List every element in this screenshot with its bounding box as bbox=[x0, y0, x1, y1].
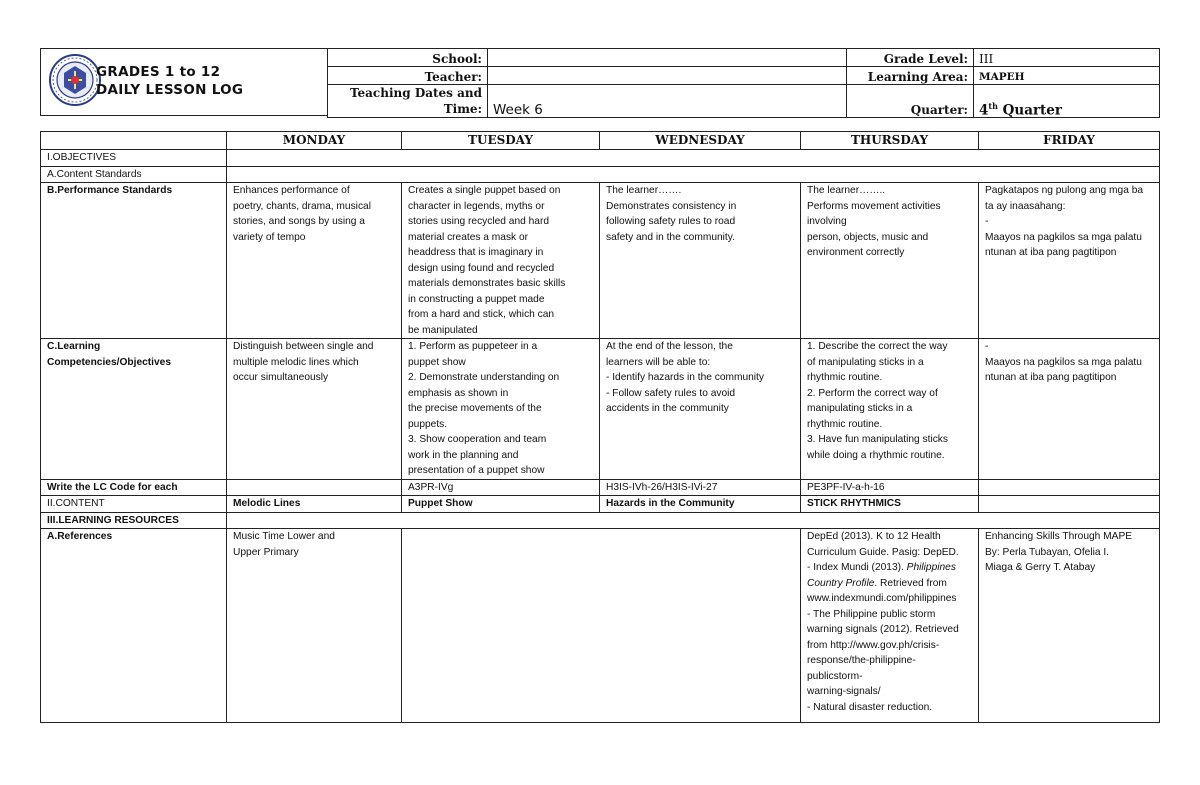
day-friday: FRIDAY bbox=[979, 132, 1160, 150]
content-standards-row bbox=[41, 166, 1160, 183]
objectives-row bbox=[41, 150, 1160, 167]
learning-resources-label: III.LEARNING RESOURCES bbox=[41, 512, 227, 529]
references-wednesday[interactable]: DepEd (2013). K to 12 Health Curriculum Guide. Pasig: DepED. - Index Mundi (2013). Philippines Country Profile. Retrieved from www.indexmundi.com/philippines - The Philippine public storm warning signals (2012). Retrieved from http://www.gov.ph/crisis- response/the-philippine- publicstorm- warning-signals/ - Natural disaster reduction. bbox=[801, 529, 979, 723]
objectives-cell[interactable] bbox=[227, 150, 1160, 167]
teaching-dates-label: Teaching Dates and Time: bbox=[328, 85, 488, 118]
lc-code-friday[interactable] bbox=[979, 479, 1160, 496]
school-field[interactable] bbox=[488, 49, 847, 67]
performance-monday[interactable]: Enhances performance of poetry, chants, drama, musical stories, and songs by using a variety of tempo bbox=[227, 183, 402, 339]
learning-resources-cell[interactable] bbox=[227, 512, 1160, 529]
learning-competencies-label: C.Learning Competencies/Objectives bbox=[41, 339, 227, 480]
references-monday[interactable]: Music Time Lower and Upper Primary bbox=[227, 529, 402, 723]
performance-thursday[interactable]: The learner…….. Performs movement activities involving person, objects, music and environment correctly bbox=[801, 183, 979, 339]
performance-standards-row bbox=[41, 183, 1160, 339]
content-monday[interactable]: Melodic Lines bbox=[227, 496, 402, 513]
performance-wednesday[interactable]: The learner……. Demonstrates consistency in following safety rules to road safety and in the community. bbox=[600, 183, 801, 339]
deped-seal-icon bbox=[48, 53, 102, 107]
objectives-label: I.OBJECTIVES bbox=[41, 150, 227, 167]
lc-code-row bbox=[41, 479, 1160, 496]
learning-competencies-row bbox=[41, 339, 1160, 480]
title-grades: GRADES 1 to 12 bbox=[96, 64, 221, 80]
grade-level-field[interactable]: III bbox=[974, 49, 1160, 67]
competencies-wednesday[interactable]: At the end of the lesson, the learners will be able to: - Identify hazards in the community - Follow safety rules to avoid accidents in the community bbox=[600, 339, 801, 480]
content-standards-label: A.Content Standards bbox=[41, 166, 227, 183]
content-wednesday[interactable]: Hazards in the Community bbox=[600, 496, 801, 513]
references-row bbox=[41, 529, 1160, 723]
competencies-tuesday[interactable]: 1. Perform as puppeteer in a puppet show 2. Demonstrate understanding on emphasis as shown in the precise movements of the puppets. 3. Show cooperation and team work in the planning and presentation of a puppet show bbox=[402, 339, 600, 480]
grade-level-label: Grade Level: bbox=[847, 49, 974, 67]
content-friday[interactable] bbox=[979, 496, 1160, 513]
content-row bbox=[41, 496, 1160, 513]
header-info-grid bbox=[327, 48, 1160, 118]
performance-friday[interactable]: Pagkatapos ng pulong ang mga ba ta ay inaasahang: - Maayos na pagkilos sa mga palatu ntunan at iba pang pagtitipon bbox=[979, 183, 1160, 339]
teacher-label: Teacher: bbox=[328, 67, 488, 85]
day-tuesday: TUESDAY bbox=[402, 132, 600, 150]
references-label: A.References bbox=[41, 529, 227, 723]
days-header-row bbox=[41, 132, 1160, 150]
quarter-field[interactable]: 4th Quarter bbox=[974, 85, 1160, 118]
learning-area-field[interactable]: MAPEH bbox=[974, 67, 1160, 85]
blank-header-cell bbox=[41, 132, 227, 150]
references-tuesday[interactable] bbox=[402, 529, 801, 723]
lc-code-tuesday[interactable]: A3PR-IVg bbox=[402, 479, 600, 496]
content-thursday[interactable]: STICK RHYTHMICS bbox=[801, 496, 979, 513]
day-monday: MONDAY bbox=[227, 132, 402, 150]
teacher-field[interactable] bbox=[488, 67, 847, 85]
competencies-monday[interactable]: Distinguish between single and multiple melodic lines which occur simultaneously bbox=[227, 339, 402, 480]
title-daily-lesson-log: DAILY LESSON LOG bbox=[96, 82, 244, 98]
lc-code-wednesday[interactable]: H3IS-IVh-26/H3IS-IVi-27 bbox=[600, 479, 801, 496]
competencies-thursday[interactable]: 1. Describe the correct the way of manipulating sticks in a rhythmic routine. 2. Perform the correct way of manipulating sticks in a rhythmic routine. 3. Have fun manipulating sticks while doing a rhythmic routine. bbox=[801, 339, 979, 480]
lesson-log-table bbox=[40, 131, 1160, 723]
competencies-friday[interactable]: - Maayos na pagkilos sa mga palatu ntunan at iba pang pagtitipon bbox=[979, 339, 1160, 480]
performance-tuesday[interactable]: Creates a single puppet based on character in legends, myths or stories using recycled and hard material creates a mask or headdress that is imaginary in design using found and recycled materials demonstrates basic skills in constructing a puppet made from a hard and stick, which can be manipulated bbox=[402, 183, 600, 339]
lc-code-thursday[interactable]: PE3PF-IV-a-h-16 bbox=[801, 479, 979, 496]
lc-code-monday[interactable] bbox=[227, 479, 402, 496]
school-label: School: bbox=[328, 49, 488, 67]
performance-standards-label: B.Performance Standards bbox=[41, 183, 227, 339]
content-label: II.CONTENT bbox=[41, 496, 227, 513]
day-wednesday: WEDNESDAY bbox=[600, 132, 801, 150]
day-thursday: THURSDAY bbox=[801, 132, 979, 150]
references-thursday[interactable]: Enhancing Skills Through MAPE By: Perla Tubayan, Ofelia I. Miaga & Gerry T. Atabay bbox=[979, 529, 1160, 723]
teaching-dates-field[interactable]: Week 6 bbox=[488, 85, 847, 118]
learning-area-label: Learning Area: bbox=[847, 67, 974, 85]
quarter-label: Quarter: bbox=[847, 85, 974, 118]
content-standards-cell[interactable] bbox=[227, 166, 1160, 183]
lc-code-label: Write the LC Code for each bbox=[41, 479, 227, 496]
content-tuesday[interactable]: Puppet Show bbox=[402, 496, 600, 513]
learning-resources-row bbox=[41, 512, 1160, 529]
